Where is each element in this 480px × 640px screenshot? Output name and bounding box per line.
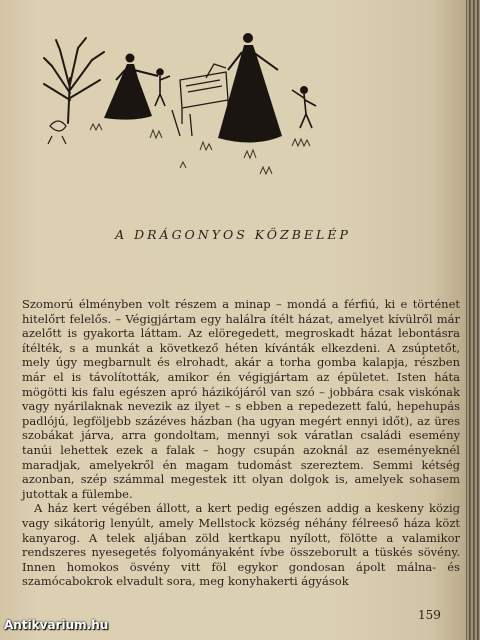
page-number: 159	[418, 608, 441, 622]
page-stack-edge	[466, 0, 480, 640]
piano-sketch	[172, 64, 228, 136]
paragraph: A ház kert végében állott, a kert pedig egészen addig a keskeny közig vagy sikátorig lenyúlt, amely Mellstock község néhány félreeső háza közt kanyarog. A telek aljában zöld kertkapu nyílott, fölötte a valamikor rendszeres nyesegetés folyományaként ívbe összeborult a tüskés sövény. Innen homokos ösvény vitt föl egykor gondosan ápolt málna- és szamócabokrok elvadult sora, meg konyhakerti ágyások	[22, 501, 460, 589]
watermark: Antikvarium.hu	[4, 618, 109, 632]
small-animal	[48, 121, 66, 144]
body-text	[22, 297, 460, 589]
paragraph: Szomorú élményben volt részem a minap – mondá a férfiú, ki e történet hitelőrt felelős. – Végigjártam egy halálra ítélt házat, amelyet kívülről már azelőtt is gyakorta láttam. Az elöregedett, megroskadt házat lebontásra ítélték, s a munkát a következő héten kívánták elkezdeni. A zsúptetőt, mely úgy megbarnult és elrohadt, akár a torha gomba kalapja, részben már el is távolították, amikor én végigjártam az épületet. Isten háta mögötti kis falu egészen apró házikójáról van szó – jobbára csak viskónak vagy nyárilaknak nevezik az ilyet – s ebben a repedezett falú, hepehupás padlójú, legföljebb százéves házban (ha ugyan megért ennyi időt), az üres szobákat járva, arra gondoltam, mennyi sok váratlan családi esemény tanúi lehettek ezek a falak – hogy csupán azoknál az eseményeknél maradjak, amelyekről én magam tudomást szereztem. Semmi kétség azonban, szép számmal megestek itt olyan dolgok is, amelyek sohasem jutottak a fülembe.	[22, 297, 460, 501]
woman-left	[104, 54, 158, 120]
child-right	[292, 87, 316, 128]
child-left	[155, 69, 170, 106]
chapter-illustration	[30, 18, 360, 188]
chapter-title: A DRÁGONYOS KÖZBELÉP	[115, 227, 351, 242]
tree	[44, 38, 104, 123]
